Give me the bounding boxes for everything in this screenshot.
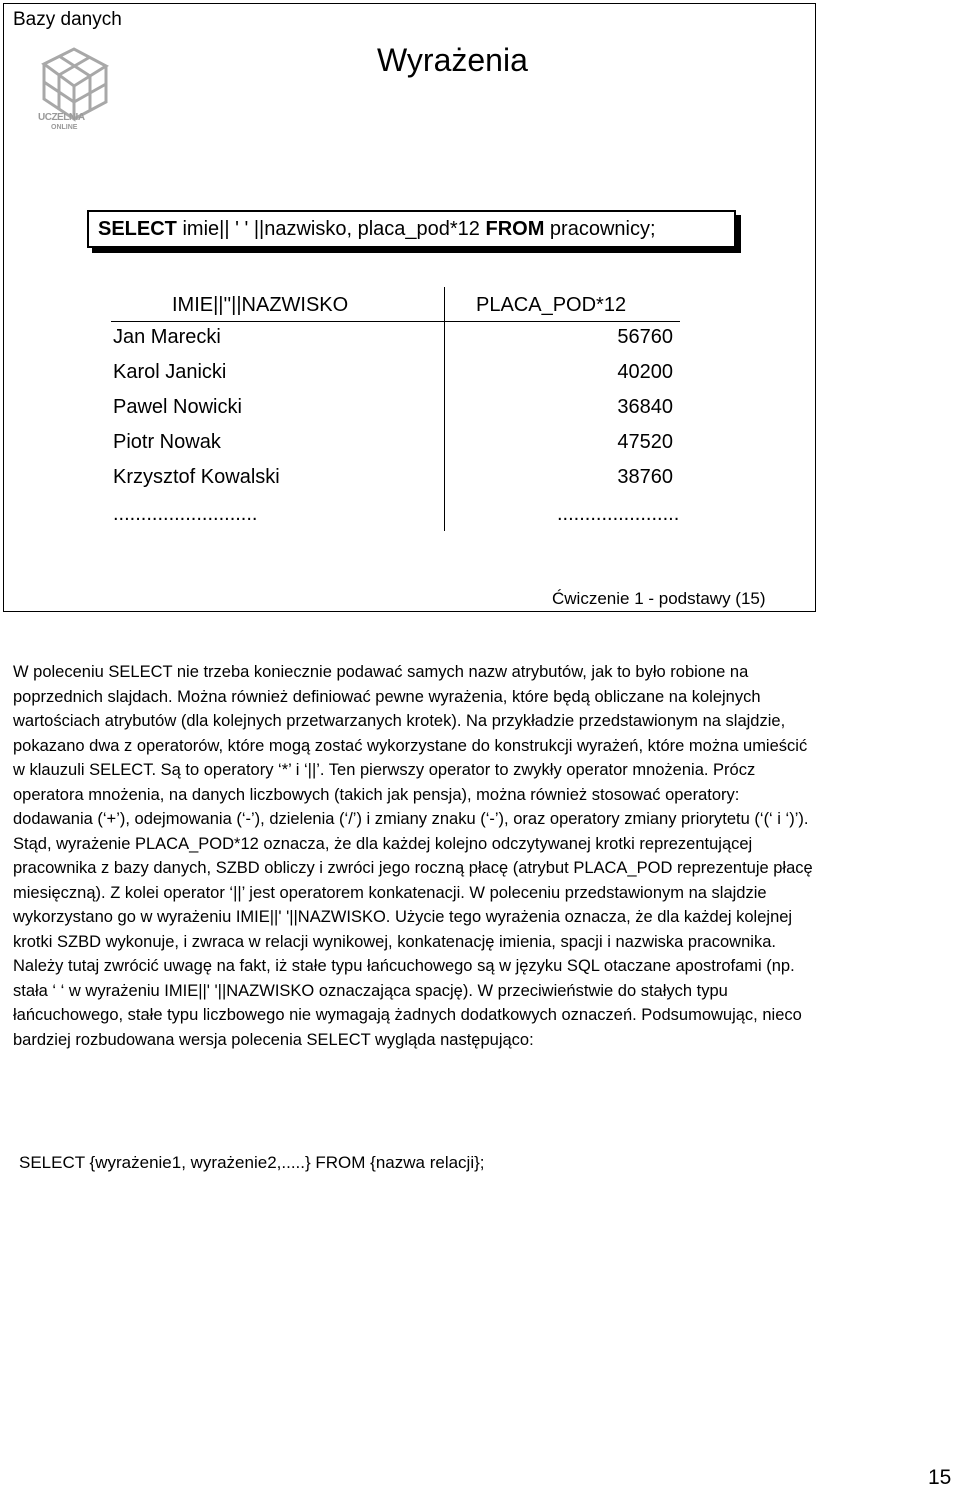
commentary-text bbox=[13, 660, 813, 1052]
result-header-name: IMIE||''||NAZWISKO bbox=[172, 294, 349, 316]
logo-text: UCZELNIA bbox=[38, 112, 85, 123]
result-header-divider bbox=[111, 321, 680, 322]
result-ellipsis-right: ...................... bbox=[557, 503, 680, 525]
result-row-value: 38760 bbox=[617, 466, 673, 488]
result-row-name: Pawel Nowicki bbox=[113, 396, 242, 418]
result-row-name: Karol Janicki bbox=[113, 361, 227, 383]
result-row-name: Jan Marecki bbox=[113, 326, 221, 348]
result-row-value: 56760 bbox=[617, 326, 673, 348]
slide-header: Bazy danych bbox=[13, 9, 122, 30]
sql-select-list: imie|| ' ' ||nazwisko, placa_pod*12 bbox=[176, 218, 486, 240]
commentary-paragraph: W poleceniu SELECT nie trzeba koniecznie podawać samych nazw atrybutów, jak to było robione na poprzednich slajdach. Można również definiować pewne wyrażenia, które będą obliczane na kolejnych wartościach atrybutów (dla kolejnych przetwarzanych krotek). Na przykładzie przedstawionym na slajdzie, pokazano dwa z operatorów, które mogą zostać wykorzystane do konstrukcji wyrażeń, które można umieścić w klauzuli SELECT. Są to operatory ‘*’ i ‘||’. Ten pierwszy operator to zwykły operator mnożenia. Prócz operatora mnożenia, na danych liczbowych (takich jak pensja), można również stosować operatory: dodawania (‘+’), odejmowania (‘-’), dzielenia (‘/’) i zmiany znaku (‘-’), oraz operatory zmiany priorytetu (‘(‘ i ‘)’). Stąd, wyrażenie PLACA_POD*12 oznacza, że dla każdej kolejno odczytywanej krotki reprezentującej pracownika z bazy danych, SZBD obliczy i zwróci jego roczną płacę (atrybut PLACA_POD reprezentuje płacę miesięczną). Z kolei operator ‘||’ jest operatorem konkatenacji. W poleceniu przedstawionym na slajdzie wykorzystano go w wyrażeniu IMIE||' '||NAZWISKO. Użycie tego wyrażenia oznacza, że dla każdej kolejnej krotki SZBD wykonuje, i zwraca w relacji wynikowej, konkatenację imienia, spacji i nazwiska pracownika. Należy tutaj zwrócić uwagę na fakt, iż stałe typu łańcuchowego są w języku SQL otaczane apostrofami (np. stała ‘ ‘ w wyrażeniu IMIE||' '||NAZWISKO oznaczająca spację). W przeciwieństwie do stałych typu łańcuchowego, stałe typu liczbowego nie wymagają żadnych dodatkowych oznaczeń. Podsumowując, nieco bardziej rozbudowana wersja polecenia SELECT wygląda następująco: bbox=[13, 663, 813, 1049]
sql-query-box bbox=[87, 210, 736, 248]
result-column-divider bbox=[444, 287, 445, 531]
slide-footer: Ćwiczenie 1 - podstawy (15) bbox=[552, 589, 766, 608]
page-number: 15 bbox=[928, 1466, 952, 1489]
logo-subtext: ONLINE bbox=[51, 124, 78, 131]
result-ellipsis-left: .......................... bbox=[113, 503, 258, 525]
result-row-name: Krzysztof Kowalski bbox=[113, 466, 280, 488]
result-row-value: 36840 bbox=[617, 396, 673, 418]
sql-table-name: pracownicy; bbox=[544, 218, 656, 240]
result-row-value: 47520 bbox=[617, 431, 673, 453]
sql-keyword-from: FROM bbox=[485, 218, 545, 240]
slide-title: Wyrażenia bbox=[377, 42, 528, 78]
result-row-value: 40200 bbox=[617, 361, 673, 383]
sql-keyword-select: SELECT bbox=[98, 218, 177, 240]
summary-sql-syntax: SELECT {wyrażenie1, wyrażenie2,.....} FROM {nazwa relacji}; bbox=[19, 1153, 485, 1172]
result-row-name: Piotr Nowak bbox=[113, 431, 221, 453]
result-header-salary: PLACA_POD*12 bbox=[476, 294, 627, 316]
